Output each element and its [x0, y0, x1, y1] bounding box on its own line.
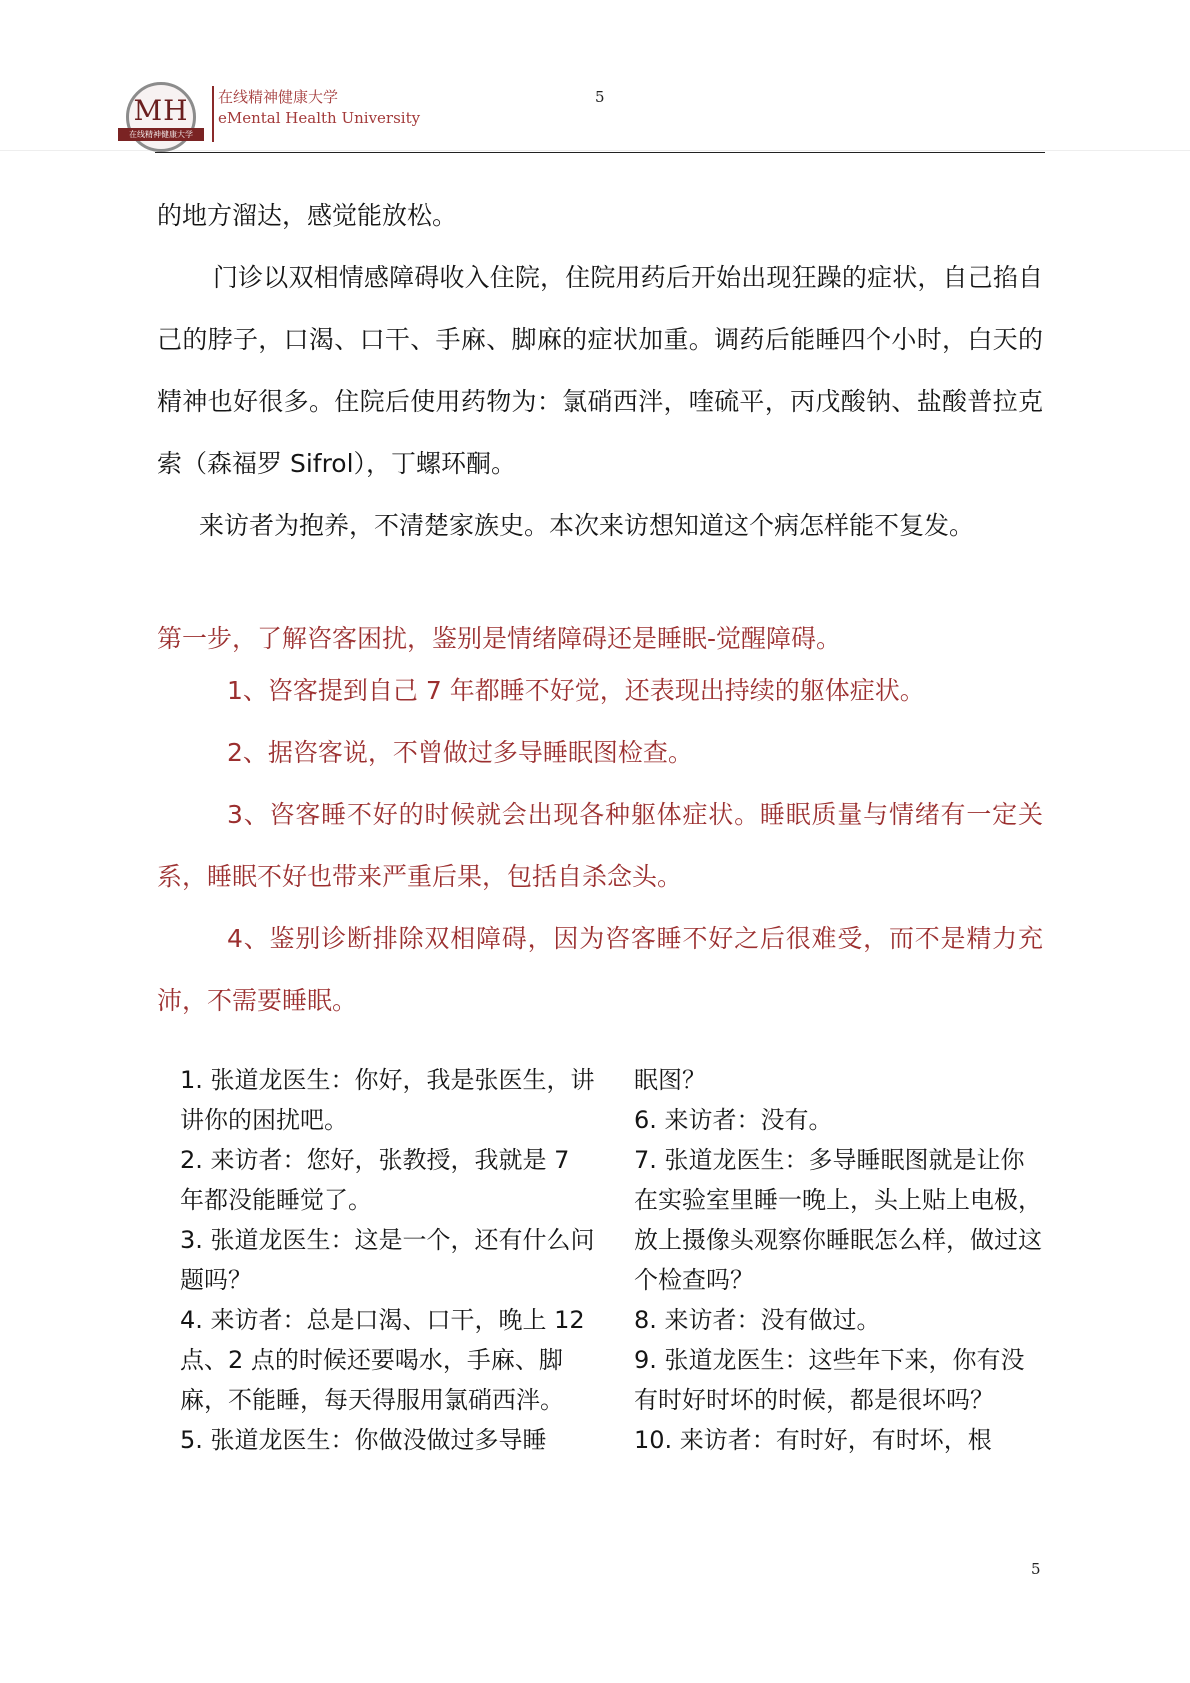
dialogue-column-left [180, 1060, 600, 1460]
dialogue-line: 3. 张道龙医生：这是一个，还有什么问题吗？ [180, 1226, 595, 1294]
dialogue-line: 6. 来访者：没有。 [634, 1106, 833, 1134]
dialogue-line: 9. 张道龙医生：这些年下来，你有没有时好时坏的时候，都是很坏吗？ [634, 1346, 1025, 1414]
dialogue-line: 2. 来访者：您好，张教授，我就是 7 年都没能睡觉了。 [180, 1146, 570, 1214]
dialogue-line: 1. 张道龙医生：你好，我是张医生，讲讲你的困扰吧。 [180, 1066, 595, 1134]
dialogue-line: 8. 来访者：没有做过。 [634, 1306, 881, 1334]
step-item-list [157, 660, 1043, 1032]
dialogue-column-right [634, 1060, 1046, 1460]
header-page-number: 5 [595, 88, 605, 106]
step-item: 2、据咨客说，不曾做过多导睡眠图检查。 [227, 738, 693, 767]
header-divider [212, 86, 214, 142]
footer-page-number: 5 [1031, 1560, 1041, 1578]
paragraph-2: 门诊以双相情感障碍收入住院，住院用药后开始出现狂躁的症状，自己掐自己的脖子，口渴、口干、手麻、脚麻的症状加重。调药后能睡四个小时，白天的精神也好很多。住院后使用药物为：氯硝西泮，喹硫平，丙戊酸钠、盐酸普拉克索（森福罗 Sifrol），丁螺环酮。 [157, 263, 1043, 478]
university-logo [118, 82, 204, 168]
step-item: 4、鉴别诊断排除双相障碍，因为咨客睡不好之后很难受，而不是精力充沛，不需要睡眠。 [157, 924, 1043, 1015]
dialogue-line: 10. 来访者：有时好，有时坏，根 [634, 1426, 992, 1454]
dialogue-line: 4. 来访者：总是口渴、口干，晚上 12 点、2 点的时候还要喝水，手麻、脚麻，不能睡，每天得服用氯硝西泮。 [180, 1306, 585, 1414]
org-name-en: eMental Health University [218, 109, 421, 127]
paragraph-3: 来访者为抱养，不清楚家族史。本次来访想知道这个病怎样能不复发。 [199, 511, 975, 540]
step-item: 3、咨客睡不好的时候就会出现各种躯体症状。睡眠质量与情绪有一定关系，睡眠不好也带来严重后果，包括自杀念头。 [157, 800, 1043, 891]
logo-letters: MH [133, 94, 189, 127]
step-item: 1、咨客提到自己 7 年都睡不好觉，还表现出持续的躯体症状。 [227, 676, 925, 705]
header-rule [155, 152, 1045, 153]
page-header [0, 0, 1190, 160]
dialogue-line: 眠图？ [634, 1066, 706, 1094]
paragraph-1: 的地方溜达，感觉能放松。 [157, 201, 458, 230]
step-title: 第一步，了解咨客困扰，鉴别是情绪障碍还是睡眠-觉醒障碍。 [157, 624, 842, 653]
logo-banner: 在线精神健康大学 [118, 128, 204, 141]
dialogue-line: 5. 张道龙医生：你做没做过多导睡 [180, 1426, 547, 1454]
dialogue-line: 7. 张道龙医生：多导睡眠图就是让你在实验室里睡一晚上，头上贴上电极，放上摄像头观察你睡眠怎么样，做过这个检查吗？ [634, 1146, 1042, 1294]
org-name-cn: 在线精神健康大学 [218, 88, 339, 106]
